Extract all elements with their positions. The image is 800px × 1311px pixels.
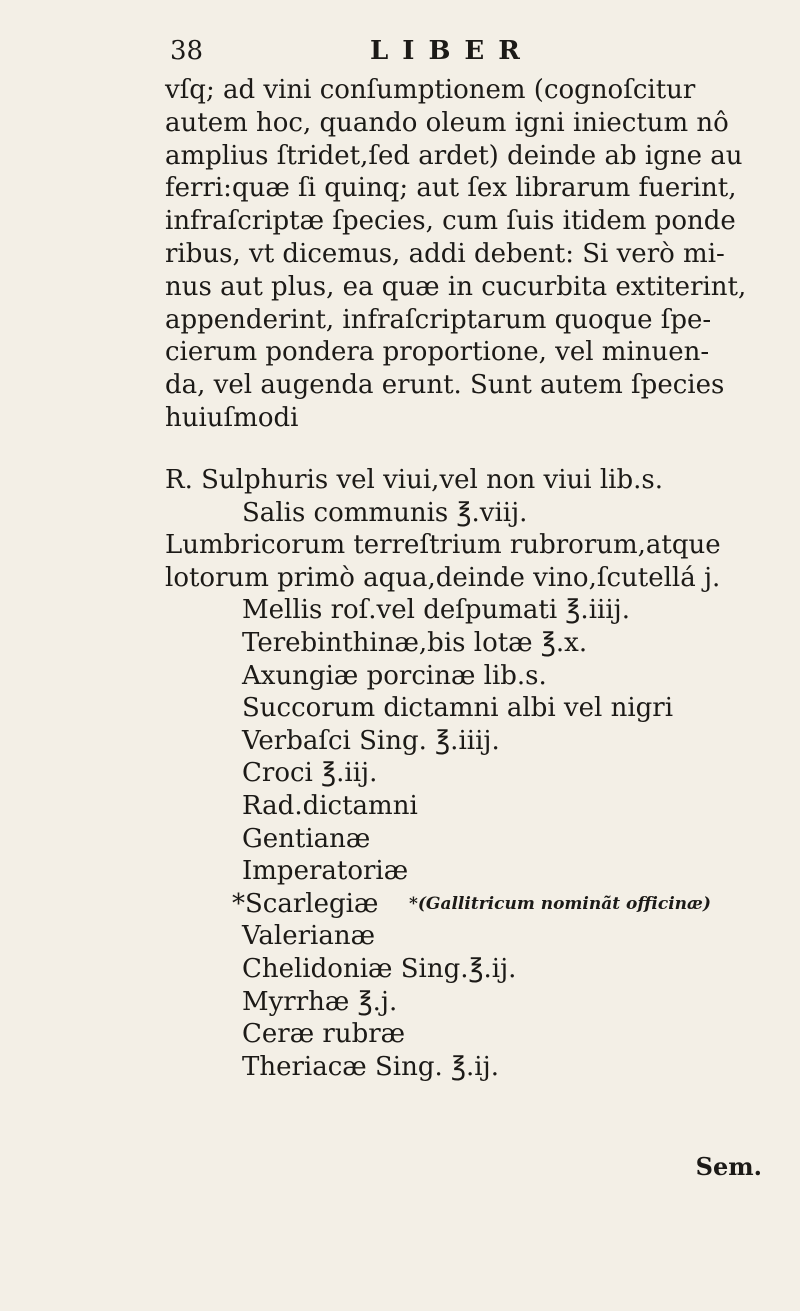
recipe-line xyxy=(165,757,775,790)
recipe-line xyxy=(165,986,775,1019)
recipe-list xyxy=(165,464,775,1083)
recipe-line-text: Mellis roſ.vel deſpumati ℥.iiij. xyxy=(242,595,630,626)
recipe-line xyxy=(165,920,775,953)
recipe-line xyxy=(165,1018,775,1051)
paragraph-line: appenderint, infraſcriptarum quoque ſpe- xyxy=(165,304,712,335)
paragraph-line: vſq; ad vini conſumptionem (cognoſcitur xyxy=(165,75,696,105)
recipe-line-text: lotorum primò aqua,deinde vino,ſcutellá j. xyxy=(165,562,721,593)
paragraph xyxy=(165,74,775,435)
recipe-line xyxy=(165,790,775,823)
recipe-line-text: *Scarlegiæ xyxy=(232,888,379,919)
recipe-line xyxy=(165,660,775,693)
recipe-line-text: Chelidoniæ Sing.℥.ij. xyxy=(242,953,517,984)
recipe-line-text: R. Sulphuris vel viui,vel non viui lib.s. xyxy=(165,465,663,495)
recipe-line xyxy=(165,464,775,497)
recipe-line xyxy=(165,953,775,986)
paragraph-line: huiuſmodi xyxy=(165,402,299,433)
recipe-line xyxy=(165,497,775,530)
catchword: Sem. xyxy=(695,1152,762,1181)
recipe-line-text: Croci ℥.iij. xyxy=(242,758,378,789)
recipe-line-text: Valerianæ xyxy=(242,921,376,952)
recipe-line-text: Myrrhæ ℥.j. xyxy=(242,986,398,1017)
recipe-line-text: Succorum dictamni albi vel nigri xyxy=(242,693,674,724)
recipe-line xyxy=(165,888,775,921)
marginal-note: *(Gallitricum nominãt officinæ) xyxy=(409,893,711,914)
paragraph-line: cierum pondera proportione, vel minuen- xyxy=(165,337,710,368)
recipe-line xyxy=(165,823,775,856)
paragraph-line: da, vel augenda erunt. Sunt autem ſpecies xyxy=(165,370,725,401)
paragraph-line: ferri:quæ ſi quinq; aut ſex librarum fuerint, xyxy=(165,173,737,204)
running-head: LIBER xyxy=(370,36,534,66)
paragraph-line: ribus, vt dicemus, addi debent: Si verò mi- xyxy=(165,238,725,269)
recipe-line-text: Lumbricorum terreſtrium rubrorum,atque xyxy=(165,530,721,561)
recipe-line-text: Ceræ rubræ xyxy=(242,1019,406,1050)
recipe-line-text: Theriacæ Sing. ℥.ij. xyxy=(242,1051,499,1082)
recipe-line xyxy=(165,529,775,562)
page-number: 38 xyxy=(170,36,204,66)
paragraph-line: amplius ſtridet,ſed ardet) deinde ab igne au xyxy=(165,140,743,171)
paragraph-line: nus aut plus, ea quæ in cucurbita extiterint, xyxy=(165,271,747,302)
paragraph-line: autem hoc, quando oleum igni iniectum nô xyxy=(165,107,729,138)
recipe-line xyxy=(165,594,775,627)
recipe-line-text: Terebinthinæ,bis lotæ ℥.x. xyxy=(242,627,588,658)
paragraph-line: infraſcriptæ ſpecies, cum ſuis itidem ponde xyxy=(165,206,736,237)
recipe-line xyxy=(165,692,775,725)
recipe-line-text: Gentianæ xyxy=(242,823,371,854)
recipe-line xyxy=(165,1051,775,1084)
recipe-line-text: Axungiæ porcinæ lib.s. xyxy=(242,660,547,691)
recipe-line xyxy=(165,562,775,595)
recipe-line-text: Salis communis ℥.viij. xyxy=(242,497,528,528)
recipe-line xyxy=(165,855,775,888)
recipe-line-text: Imperatoriæ xyxy=(242,856,409,887)
recipe-line-text: Rad.dictamni xyxy=(242,790,418,821)
recipe-line xyxy=(165,725,775,758)
recipe-line xyxy=(165,627,775,660)
recipe-line-text: Verbaſci Sing. ℥.iiij. xyxy=(242,725,500,756)
